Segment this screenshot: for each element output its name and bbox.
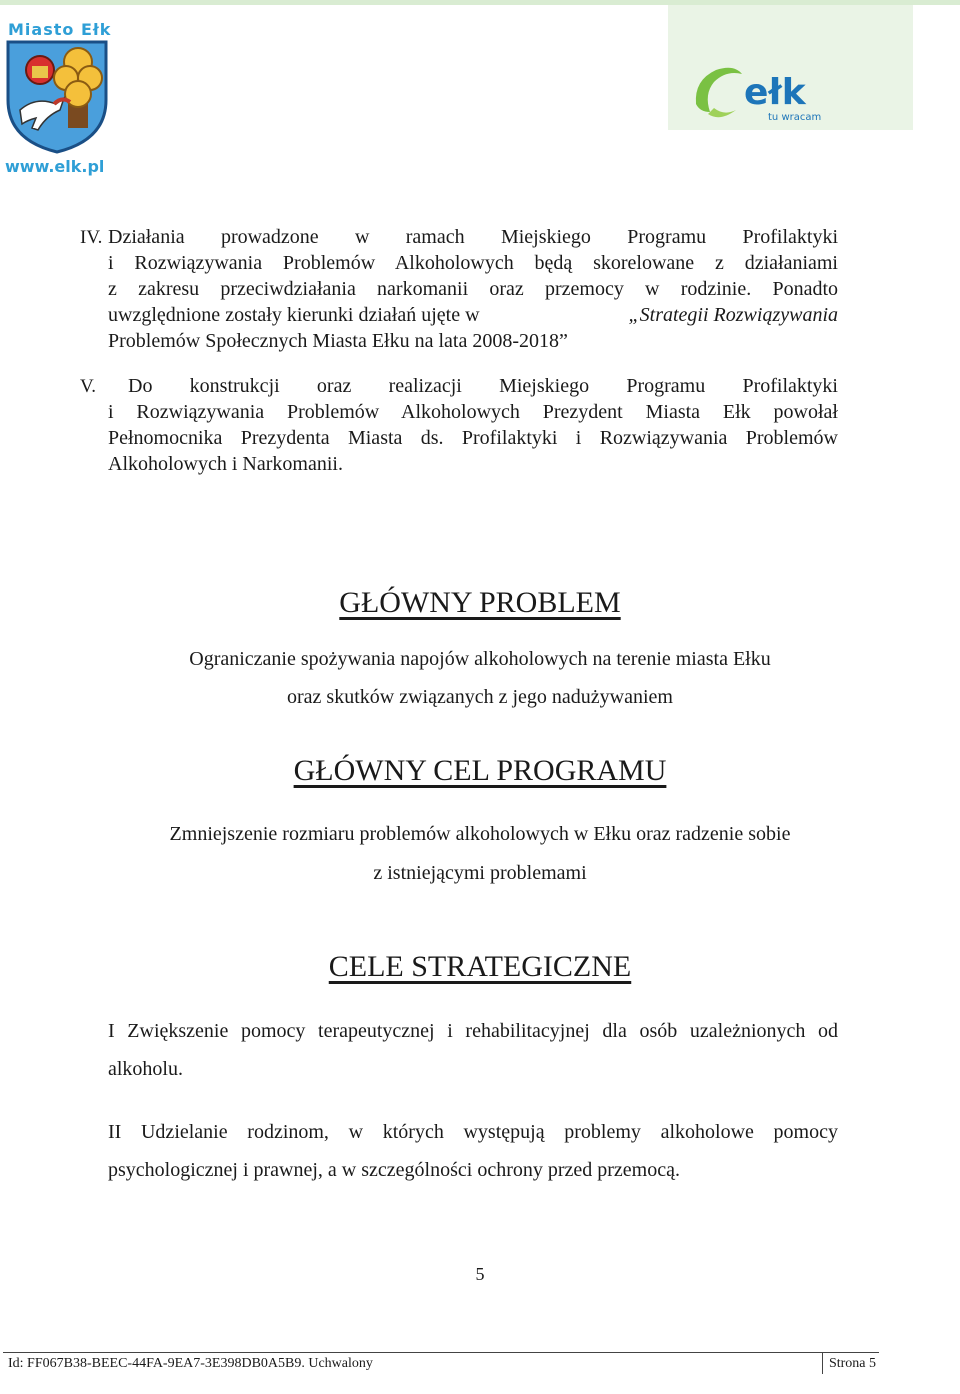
coat-of-arms-icon xyxy=(6,40,112,154)
footer-separator xyxy=(822,1352,823,1374)
section-iv-number: IV. xyxy=(80,227,103,248)
section-iv-line-4 xyxy=(108,303,838,329)
main-problem-line-2: oraz skutków związanych z jego nadużywaniem xyxy=(287,686,673,708)
section-v-line-1: Do konstrukcji oraz realizacji Miejskiego Programu Profilaktyki xyxy=(128,375,838,397)
section-iv-quote-end: Problemów Społecznych Miasta Ełku na lata 2008-2018” xyxy=(108,330,568,352)
logo-word: ełk xyxy=(744,72,806,113)
main-problem-heading: GŁÓWNY PROBLEM xyxy=(339,586,621,619)
footer-page-label: Strona 5 xyxy=(828,1356,876,1371)
section-v-line-3: Pełnomocnika Prezydenta Miasta ds. Profilaktyki i Rozwiązywania Problemów xyxy=(108,427,838,449)
section-v-line-4: Alkoholowych i Narkomanii. xyxy=(108,453,343,475)
city-crest xyxy=(0,0,118,185)
footer-rule xyxy=(3,1352,879,1353)
section-iv-line-3: z zakresu przeciwdziałania narkomanii oraz przemocy w rodzinie. Ponadto xyxy=(108,278,838,300)
section-iv-line-4-text: uwzględnione zostały kierunki działań ujęte w xyxy=(108,304,480,326)
crest-url: www.elk.pl xyxy=(5,157,105,176)
main-problem-line-1: Ograniczanie spożywania napojów alkoholowych na terenie miasta Ełku xyxy=(189,648,771,670)
elk-logo-icon xyxy=(690,60,840,126)
strategic-goal-1: I Zwiększenie pomocy terapeutycznej i rehabilitacyjnej dla osób uzależnionych od alkoholu. xyxy=(108,1020,838,1080)
section-iv-quote-start: „Strategii Rozwiązywania xyxy=(628,304,838,326)
main-goal-line-2: z istniejącymi problemami xyxy=(373,862,587,884)
section-v-number: V. xyxy=(80,376,97,397)
crest-title: Miasto Ełk xyxy=(8,20,112,39)
strategic-goals-heading: CELE STRATEGICZNE xyxy=(328,950,632,983)
section-v-line-2: i Rozwiązywania Problemów Alkoholowych Prezydent Miasta Ełk powołał xyxy=(108,401,838,423)
page-number: 5 xyxy=(475,1264,485,1284)
footer-document-id: Id: FF067B38-BEEC-44FA-9EA7-3E398DB0A5B9. Uchwalony xyxy=(8,1356,373,1371)
section-iv-line-2: i Rozwiązywania Problemów Alkoholowych będą skorelowane z działaniami xyxy=(108,252,838,274)
strategic-goal-2: II Udzielanie rodzinom, w których występują problemy alkoholowe pomocy psychologicznej i prawnej, a w szczególności ochrony przed przemocą. xyxy=(108,1121,838,1181)
main-goal-heading: GŁÓWNY CEL PROGRAMU xyxy=(293,754,667,787)
logo-tagline: tu wracam xyxy=(768,112,822,123)
section-iv-line-1: Działania prowadzone w ramach Miejskiego Programu Profilaktyki xyxy=(108,226,838,248)
main-goal-line-1: Zmniejszenie rozmiaru problemów alkoholowych w Ełku oraz radzenie sobie xyxy=(169,823,791,845)
